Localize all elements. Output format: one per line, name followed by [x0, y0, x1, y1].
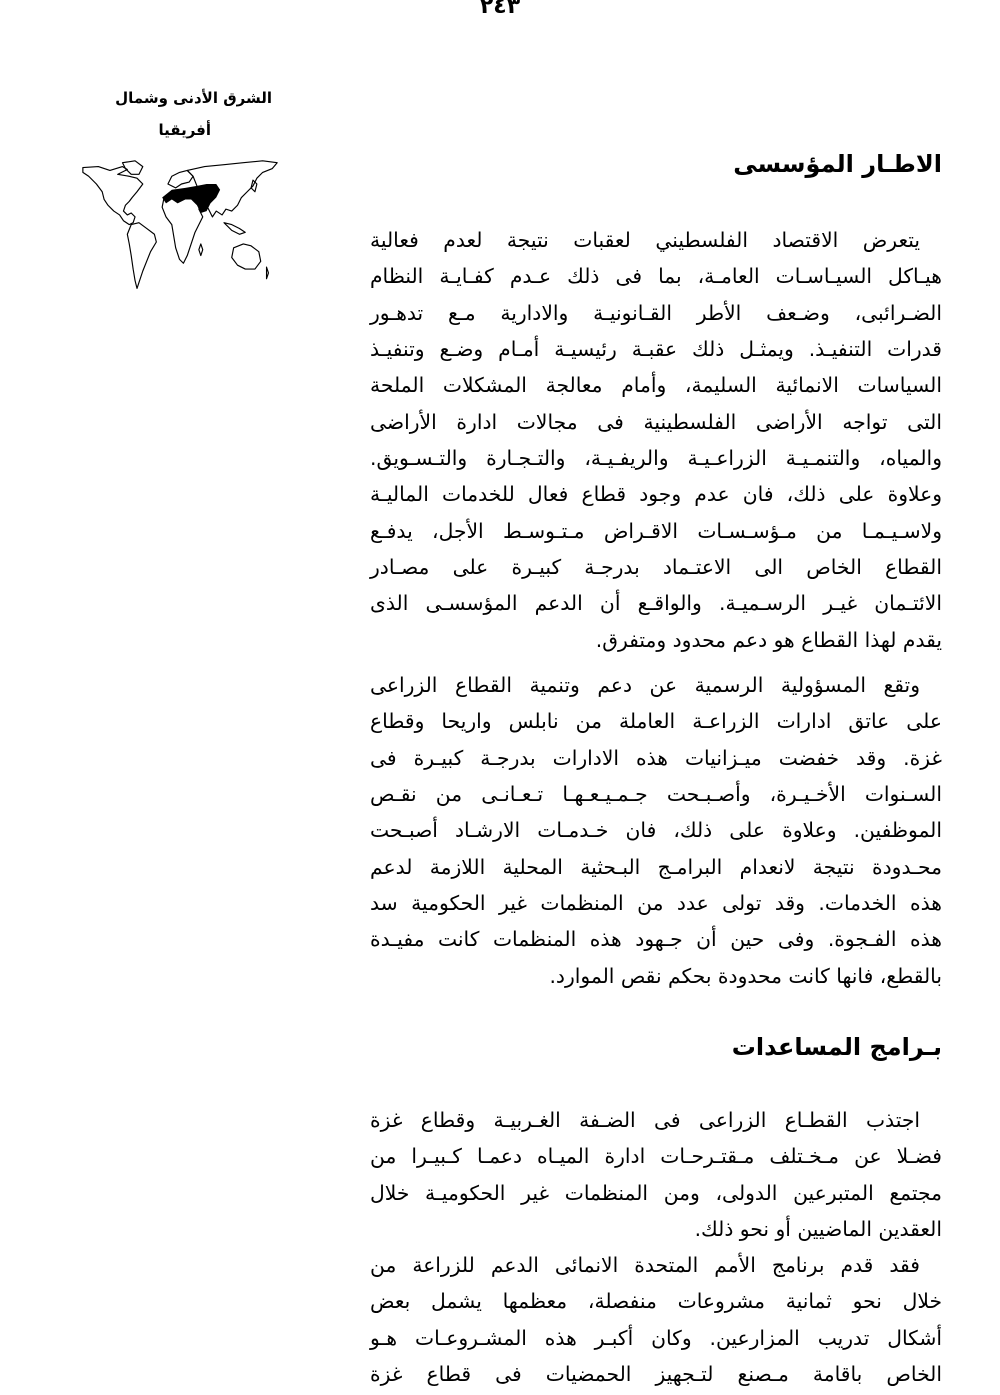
paragraph-line: أشكال تدريب المزارعين. وكان أكبـر هذه المشـروعـات هـو [370, 1325, 942, 1350]
paragraph-line: هيـاكل السيـاسـات العامـة، بما فى ذلك عـدم كفـايـة النظام [370, 264, 942, 289]
paragraph-line: القطاع الخاص الى الاعتـماد بدرجـة كبيـرة على مصـادر [370, 555, 942, 580]
world-map-icon [78, 155, 283, 300]
paragraph-line: وتقع المسؤولية الرسمية عن دعم وتنمية القطاع الزراعى [370, 673, 920, 697]
north-america-outline [83, 167, 143, 225]
south-america-outline [127, 223, 156, 289]
australia-outline [232, 244, 261, 269]
paragraph-line: العقدين الماضيين أو نحو ذلك. [694, 1217, 942, 1242]
page-number: ٢٤٣ [479, 0, 521, 19]
section-heading-institutional-framework: الاطـار المؤسسى [733, 150, 942, 178]
paragraph-line: ولاسـيـمـا من مـؤسـسـات الاقـراض مـتـوسـط الأجل، يدفـع [370, 518, 942, 543]
paragraph-3 [370, 1102, 942, 1247]
paragraph-line: الضـرائبى، وضـعف الأطر القـانونيـة والادارية مـع تدهـور [370, 300, 942, 325]
paragraph-line: على عاتق ادارات الزراعـة العاملة من نابلس واريحا وقطاع [370, 709, 942, 734]
indonesia-outline [224, 223, 245, 235]
paragraph-4 [370, 1247, 942, 1392]
paragraph-line: بالقطع، فانها كانت محدودة بحكم نقص الموارد. [549, 963, 942, 988]
region-caption-line1: الشرق الأدنى وشمال [115, 89, 272, 107]
paragraph-2 [370, 667, 942, 994]
paragraph-line: محـدودة نتيجة لانعدام البرامـج البـحثية المحلية اللازمة لدعم [370, 854, 942, 879]
japan-outline [251, 180, 257, 192]
paragraph-line: غزة. وقد خفضت ميـزانيات هذه الادارات بدرجـة كبيـرة فى [370, 745, 942, 770]
paragraph-line: الائتـمان غيـر الرسـميـة. والواقـع أن الدعم المؤسسـى الذى [370, 591, 942, 616]
paragraph-line: وعلاوة على ذلك، فان عدم وجود قطاع فعال للخدمات الماليـة [370, 482, 942, 507]
paragraph-line: السـنوات الأخـيـرة، وأصـبـحت جـمـيـعـهـا تـعـانـى من نقـص [370, 782, 942, 807]
highlighted-region-mena [162, 184, 220, 213]
paragraph-line: خلال نحو ثمانية مشروعات منفصلة، معظمها يشمل بعض [370, 1289, 942, 1314]
section-heading-assistance-programs: بـرامج المساعدات [731, 1033, 942, 1061]
madagascar-outline [199, 244, 203, 256]
paragraph-line: مجتمع المتبرعين الدولى، ومن المنظمات غير الحكوميـة خلال [370, 1180, 942, 1205]
greenland-outline [123, 161, 143, 175]
paragraph-line: الموظفين. وعلاوة على ذلك، فان خـدمـات الارشـاد أصبـحت [370, 818, 942, 843]
paragraph-line: يقدم لهذا القطاع هو دعم محدود ومتفرق. [595, 627, 942, 652]
paragraph-line: فضـلا عن مـخـتلف مـقتـرحـات ادارة الميـاه دعمـا كـبيـرا من [370, 1144, 942, 1169]
paragraph-line: اجتذب القطـاع الزراعى فى الضـفة الغـربيـة وقطاع غزة [370, 1108, 920, 1132]
paragraph-line: التى تواجه الأراضى الفلسطينية فى مجالات ادارة الأراضى [370, 409, 942, 434]
paragraph-line: هذه الخدمات. وقد تولى عدد من المنظمات غير الحكومية سد [370, 891, 942, 916]
paragraph-line: يتعرض الاقتصاد الفلسطيني لعقبات نتيجة لعدم فعالية [370, 228, 920, 252]
new-zealand-outline [267, 267, 269, 279]
paragraph-line: والمياه، والتنمـيـة الزراعـيـة والريفـيـة، والتـجـارة والتـسـويق. [370, 446, 942, 471]
paragraph-line: السياسات الانمائية السليمة، وأمام معالجة المشكلات الملحة [370, 373, 942, 398]
paragraph-1 [370, 222, 942, 658]
paragraph-line: الخاص باقامة مـصنع لتـجهيز الحمضيات فى قطاع غزة [370, 1362, 942, 1387]
paragraph-line: قدرات التنفيـذ. ويمثـل ذلك عقبـة رئيسيـة أمـام وضـع وتنفيـذ [370, 337, 942, 362]
paragraph-line: فقد قدم برنامج الأمم المتحدة الانمائى الدعم للزراعة من [370, 1253, 920, 1277]
region-caption-line2: أفريقيا [158, 121, 211, 139]
paragraph-line: هذه الفـجوة. وفى حين أن جـهود هذه المنظمات كانت مفيـدة [370, 927, 942, 952]
